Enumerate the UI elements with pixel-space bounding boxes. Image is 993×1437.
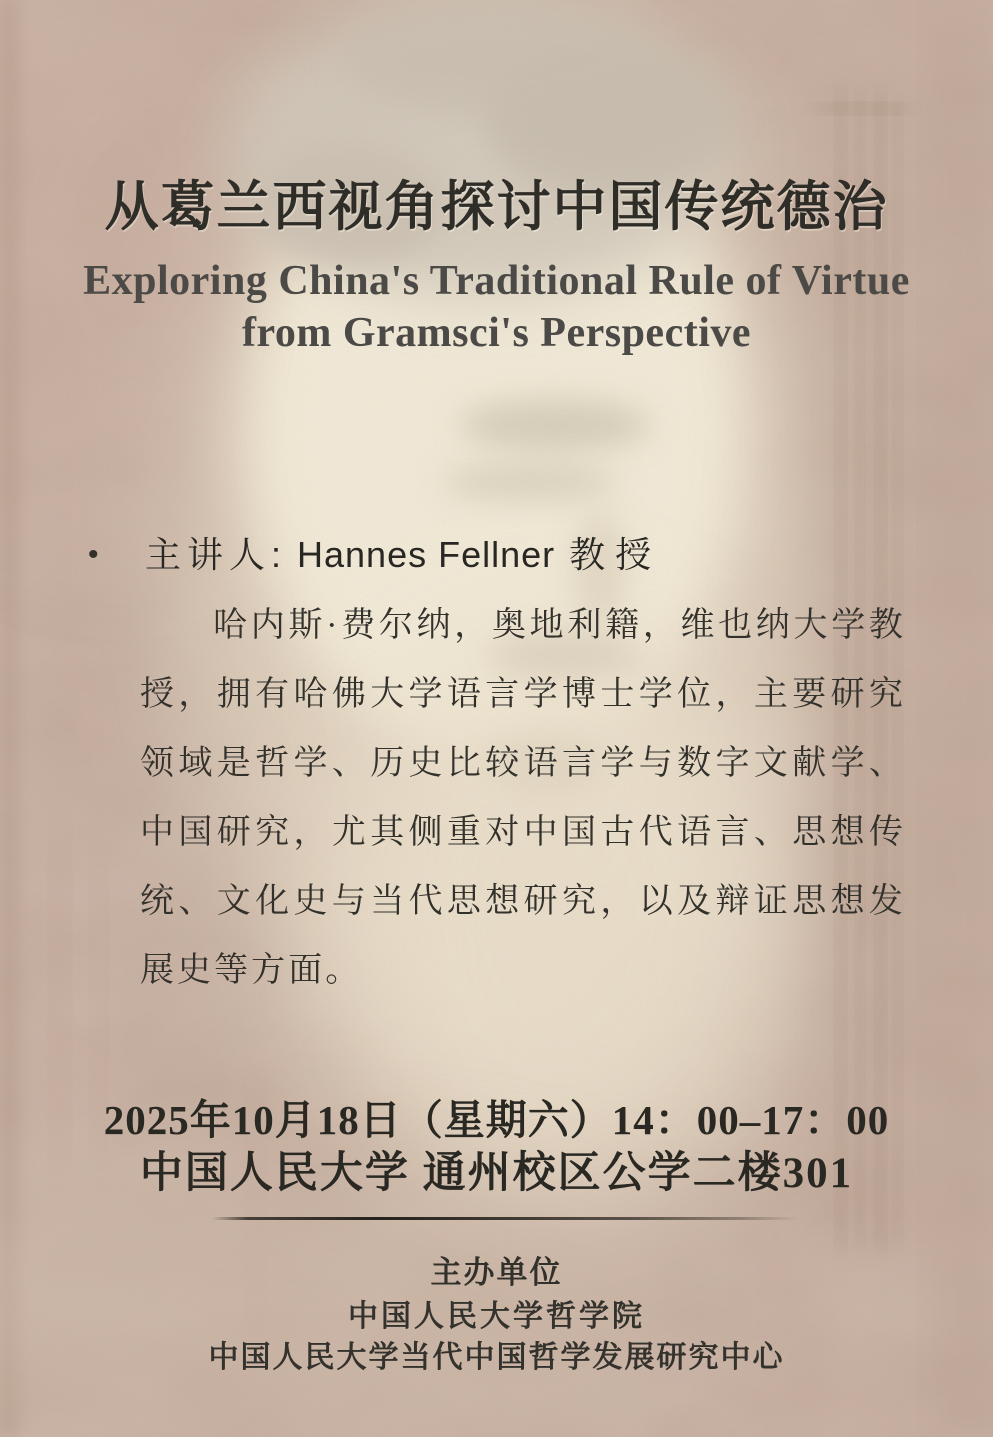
speaker-label: 主讲人: [145,534,288,575]
organizer-item: 中国人民大学当代中国哲学发展研究中心 [208,1341,785,1374]
organizer-item: 中国人民大学哲学院 [348,1300,645,1333]
bio-line: 展史等方面。 [140,952,363,989]
title-en-line1: Exploring China's Traditional Rule of Virtue [83,258,910,304]
divider-line [212,1217,798,1220]
bio-line: 领域是哲学、历史比较语言学与数字文献学、 [140,745,906,782]
bio-paragraph [140,591,906,1005]
event-venue: 中国人民大学 通州校区公学二楼301 [139,1150,854,1197]
title-en [0,255,993,359]
bio-line: 哈内斯·费尔纳，奥地利籍，维也纳大学教 [213,607,906,644]
title-en-line2: from Gramsci's Perspective [241,310,752,356]
organizer-heading: 主办单位 [430,1255,563,1290]
bio-line: 统、文化史与当代思想研究，以及辩证思想发 [140,883,906,920]
speaker-name: Hannes Fellner [297,534,556,575]
bio-line: 中国研究，尤其侧重对中国古代语言、思想传 [140,814,906,851]
speaker-line [88,532,933,578]
event-datetime: 2025年10月18日（星期六）14：00–17：00 [103,1097,890,1143]
title-zh: 从葛兰西视角探讨中国传统德治 [104,177,889,237]
bio-line: 授，拥有哈佛大学语言学博士学位，主要研究 [140,676,906,713]
speaker-title: 教授 [569,534,662,575]
bullet-icon: • [88,538,99,571]
